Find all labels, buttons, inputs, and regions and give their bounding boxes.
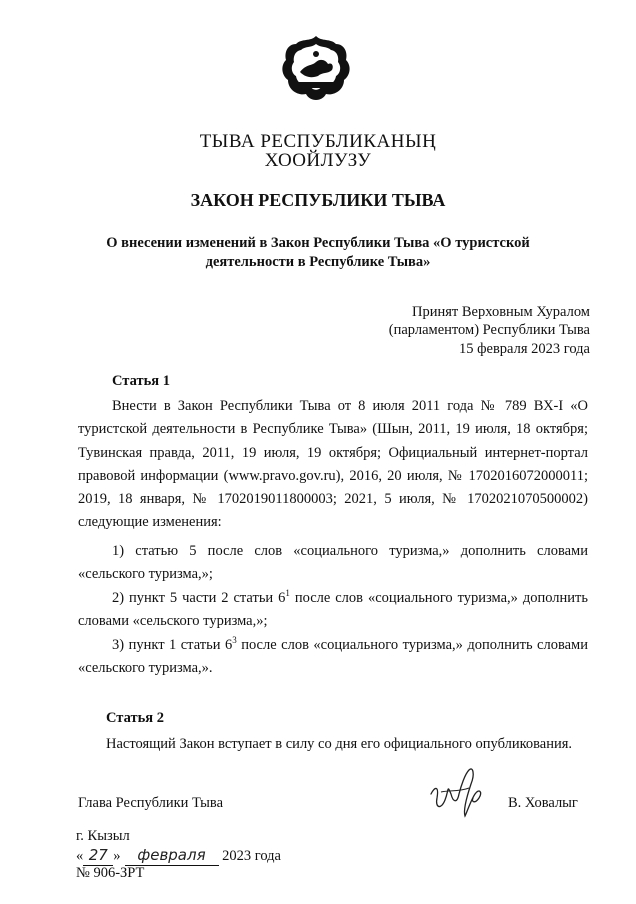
city: г. Кызыл <box>76 828 130 844</box>
article-2-text: Настоящий Закон вступает в силу со дня его официального опубликования. <box>106 736 573 752</box>
date-year: 2023 года <box>222 848 281 864</box>
coat-of-arms-icon <box>278 32 354 108</box>
date-open-quote: « <box>76 848 84 864</box>
date-close-quote: » <box>113 848 121 864</box>
article-1-item-3-text-a: 3) пункт 1 статьи 6 <box>112 637 233 653</box>
signing-date <box>76 846 306 866</box>
law-subject-line-1: О внесении изменений в Закон Республики Тыва «О туристской <box>106 235 530 251</box>
adoption-line-2: (парламентом) Республики Тыва <box>388 322 590 338</box>
signatory-position: Глава Республики Тыва <box>78 795 224 811</box>
article-1-item-2-text-a: 2) пункт 5 части 2 статьи 6 <box>112 590 286 606</box>
article-1-item-1-text: 1) статью 5 после слов «социального туризма,» дополнить словами «сельского туризма,»; <box>78 543 588 583</box>
law-subject-line-2: деятельности в Республике Тыва» <box>205 254 431 270</box>
adoption-line-1: Принят Верховным Хуралом <box>412 304 590 320</box>
article-1-item-2-text-b: после слов «социального туризма,» дополнить словами «сельского туризма,»; <box>78 590 588 630</box>
date-day: 27 <box>83 846 113 866</box>
handwritten-signature <box>425 764 491 822</box>
header-line-1: ТЫВА РЕСПУБЛИКАНЫҢ <box>199 131 437 152</box>
article-1-item-1 <box>78 540 588 587</box>
article-1-heading: Статья 1 <box>112 373 170 389</box>
article-2-heading: Статья 2 <box>106 710 164 726</box>
article-1-item-3-text-b: после слов «социального туризма,» дополнить словами «сельского туризма,». <box>78 637 588 677</box>
header-line-2: ХООЙЛУЗУ <box>264 150 372 171</box>
signatory-name: В. Ховалыг <box>508 795 578 811</box>
article-1-intro <box>78 395 588 535</box>
article-1-item-2-sup: 1 <box>285 588 290 599</box>
article-1-item-2 <box>78 587 588 634</box>
article-1-item-3-sup: 3 <box>232 635 237 646</box>
date-month: февраля <box>125 846 219 866</box>
law-title: ЗАКОН РЕСПУБЛИКИ ТЫВА <box>190 190 446 210</box>
adoption-date: 15 февраля 2023 года <box>458 341 590 357</box>
article-1-item-3 <box>78 634 588 681</box>
article-1-intro-text: Внести в Закон Республики Тыва от 8 июля 2011 года № 789 ВХ-I «О туристской деятельности в Республике Тыва» (Шын, 2011, 19 июля, 18 октября; Тувинская правда, 2011, 19 июля, 19 октября; Официальный интернет-портал правовой информации (www.pravo.gov.ru), 2016, 20 июля, № 1702016072000011; 2019, 18 января, № 1702019011800003; 2021, 5 июля, № 1702021070500002) следующие изменения: <box>78 398 588 531</box>
law-number: № 906-ЗРТ <box>76 865 145 881</box>
